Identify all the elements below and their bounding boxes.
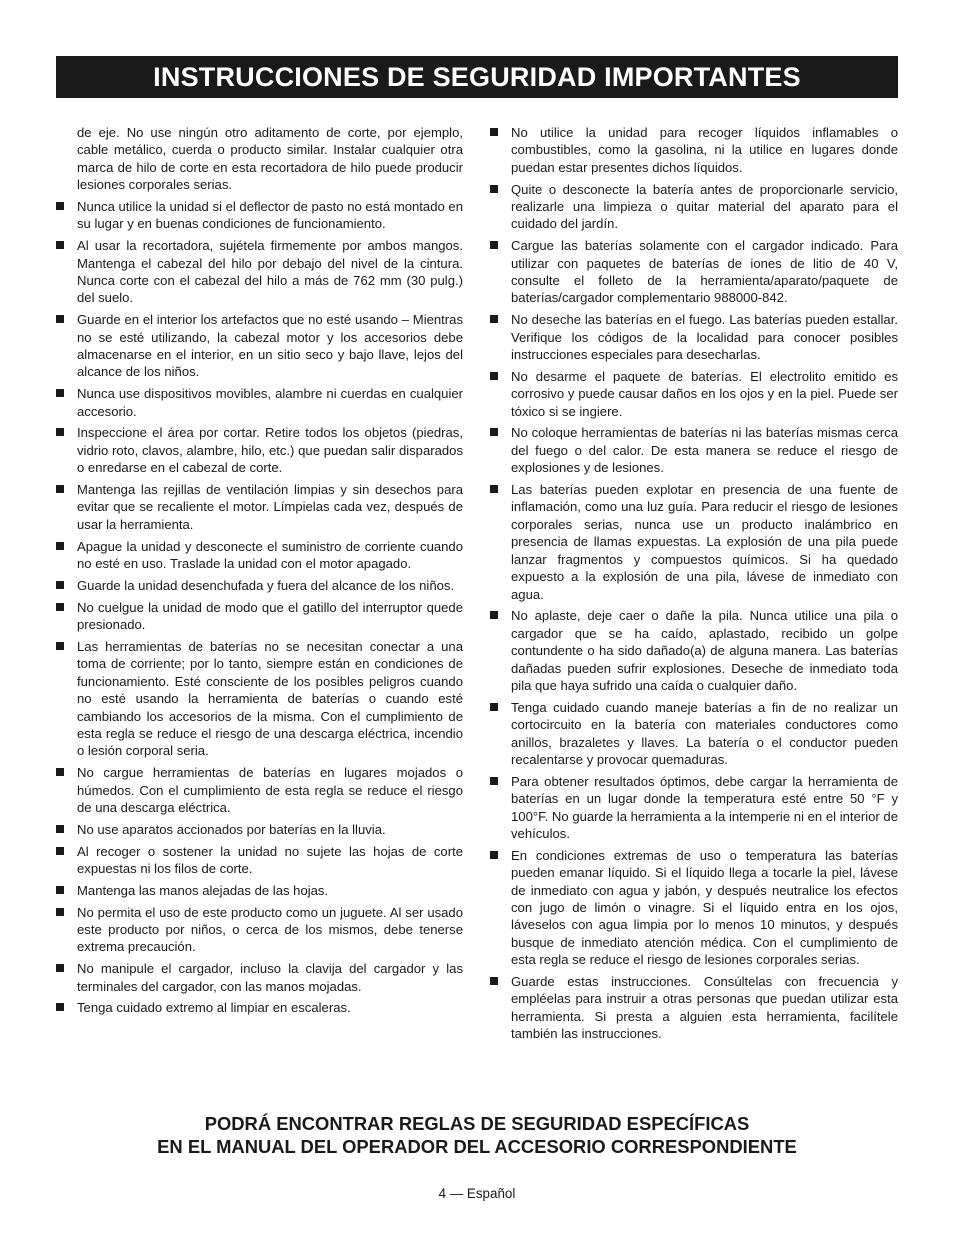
list-item-text: En condiciones extremas de uso o temperatura las baterías pueden emanar líquido. Si el líquido llega a tocarle la piel, lávese de inmediato con agua y jabón, y después neutralice los efectos con jugo de limón o vinagre. Si el líquido entra en los ojos, láveselos con agua limpia por lo menos 10 minutos, y después busque de inmediato atención médica. Con el cumplimiento de esta regla se reduce el riesgo de lesiones corporales serias. bbox=[511, 847, 898, 968]
footer-heading bbox=[0, 1113, 954, 1158]
list-item bbox=[56, 599, 463, 634]
list-item-text: No cargue herramientas de baterías en lugares mojados o húmedos. Con el cumplimiento de esta regla se reduce el riesgo de una descarga eléctrica. bbox=[77, 765, 463, 815]
list-item-text: Al recoger o sostener la unidad no sujete las hojas de corte expuestas ni los filos de corte. bbox=[77, 843, 463, 876]
square-bullet-icon bbox=[490, 372, 498, 380]
square-bullet-icon bbox=[56, 768, 64, 776]
square-bullet-icon bbox=[56, 603, 64, 611]
square-bullet-icon bbox=[490, 485, 498, 493]
left-column bbox=[56, 124, 463, 1021]
list-item-text: Para obtener resultados óptimos, debe cargar la herramienta de baterías en un lugar donde la temperatura esté entre 50 °F y 100°F. No guarde la herramienta a la intemperie ni en el interior de vehículos. bbox=[511, 773, 898, 841]
footer-heading-line-2: EN EL MANUAL DEL OPERADOR DEL ACCESORIO CORRESPONDIENTE bbox=[157, 1135, 797, 1157]
list-item-text: Las baterías pueden explotar en presencia de una fuente de inflamación, como una luz guía. Para reducir el riesgo de lesiones corporales serias, nunca use un producto inalámbrico en presencia de llamas expuestas. La explosión de una pila puede lanzar fragmentos y compuestos químicos. Si ha quedado expuesto a la explosión de una pila, lávese de inmediato con agua. bbox=[511, 482, 898, 602]
square-bullet-icon bbox=[56, 1003, 64, 1011]
list-item-text: No cuelgue la unidad de modo que el gatillo del interruptor quede presionado. bbox=[77, 599, 463, 633]
list-item bbox=[56, 538, 463, 573]
square-bullet-icon bbox=[56, 241, 64, 249]
list-item bbox=[490, 181, 898, 233]
list-item-text: Las herramientas de baterías no se necesitan conectar a una toma de corriente; por lo tanto, siempre están en condiciones de funcionamiento. Esté consciente de los posibles peligros cuando no esté usando la herramienta de baterías o cuando esté cambiando los accesorios de la misma. Con el cumplimiento de esta regla se reduce el riesgo de una descarga eléctrica, incendio o lesión corporal seria. bbox=[77, 638, 463, 759]
square-bullet-icon bbox=[490, 128, 498, 136]
list-item-text: Quite o desconecte la batería antes de proporcionarle servicio, realizarle una limpieza o quitar material del aparato para el cuidado del jardín. bbox=[511, 181, 898, 232]
list-item bbox=[56, 577, 463, 594]
list-item bbox=[56, 237, 463, 307]
list-item-text: No aplaste, deje caer o dañe la pila. Nunca utilice una pila o cargador que se ha caído, aplastado, recibido un golpe contundente o ha sido dañado(a) de alguna manera. Las baterías dañadas pueden sufrir explosiones. Deseche de inmediato toda pila que haya sufrido una caída o cualquier daño. bbox=[511, 608, 898, 693]
list-item-text: Cargue las baterías solamente con el cargador indicado. Para utilizar con paquetes de baterías de iones de litio de 40 V, consulte el folleto de la herramienta/aparato/paquete de baterías/cargador complementario 988000-842. bbox=[511, 238, 898, 306]
square-bullet-icon bbox=[56, 202, 64, 210]
list-item bbox=[56, 843, 463, 878]
list-item bbox=[56, 882, 463, 899]
list-item bbox=[490, 124, 898, 176]
list-item-text: No desarme el paquete de baterías. El electrolito emitido es corrosivo y puede causar daños en los ojos y en la piel. Puede ser tóxico si se ingiere. bbox=[511, 368, 898, 419]
list-item bbox=[490, 424, 898, 476]
square-bullet-icon bbox=[56, 825, 64, 833]
square-bullet-icon bbox=[490, 185, 498, 193]
list-item bbox=[56, 385, 463, 420]
list-item bbox=[56, 999, 463, 1016]
page-number: 4 — Español bbox=[438, 1186, 516, 1201]
square-bullet-icon bbox=[490, 777, 498, 785]
list-item bbox=[56, 481, 463, 533]
list-item-text: No permita el uso de este producto como un juguete. Al ser usado este producto por niños, o cerca de los mismos, debe tenerse extrema precaución. bbox=[77, 904, 463, 955]
square-bullet-icon bbox=[490, 241, 498, 249]
page-title: INSTRUCCIONES DE SEGURIDAD IMPORTANTES bbox=[153, 61, 801, 92]
list-item-text: Tenga cuidado extremo al limpiar en escaleras. bbox=[77, 1000, 351, 1016]
square-bullet-icon bbox=[490, 977, 498, 985]
square-bullet-icon bbox=[56, 581, 64, 589]
right-bullet-list bbox=[490, 124, 898, 1043]
list-item bbox=[56, 960, 463, 995]
title-bar bbox=[56, 56, 898, 98]
list-item bbox=[490, 973, 898, 1043]
list-item-text: Mantenga las manos alejadas de las hojas. bbox=[77, 882, 329, 898]
list-item bbox=[490, 237, 898, 307]
square-bullet-icon bbox=[56, 886, 64, 894]
list-item bbox=[490, 311, 898, 363]
left-bullet-list bbox=[56, 198, 463, 1017]
list-item-text: No use aparatos accionados por baterías en la lluvia. bbox=[77, 821, 386, 837]
square-bullet-icon bbox=[56, 389, 64, 397]
list-item-text: Apague la unidad y desconecte el suministro de corriente cuando no esté en uso. Traslade la unidad con el motor apagado. bbox=[77, 538, 463, 572]
list-item-text: Al usar la recortadora, sujétela firmemente por ambos mangos. Mantenga el cabezal del hilo por debajo del nivel de la cintura. Nunca corte con el cabezal del hilo a más de 762 mm (30 pulg.) del suelo. bbox=[77, 238, 463, 306]
square-bullet-icon bbox=[490, 703, 498, 711]
continuation-paragraph: de eje. No use ningún otro aditamento de corte, por ejemplo, cable metálico, cuerda o producto similar. Instalar cualquier otra marca de hilo de corte en esta recortadora de hilo puede producir lesiones corporales serias. bbox=[77, 125, 463, 193]
square-bullet-icon bbox=[490, 851, 498, 859]
list-item bbox=[490, 699, 898, 769]
list-item-text: Guarde la unidad desenchufada y fuera del alcance de los niños. bbox=[77, 577, 455, 593]
list-item bbox=[56, 764, 463, 816]
square-bullet-icon bbox=[56, 964, 64, 972]
list-item-text: Tenga cuidado cuando maneje baterías a fin de no realizar un cortocircuito en la batería con materiales conductores como anillos, brazaletes y llaves. La batería o el conductor pueden recalentarse y provocar quemaduras. bbox=[511, 699, 898, 767]
list-item bbox=[490, 773, 898, 843]
list-item-text: Inspeccione el área por cortar. Retire todos los objetos (piedras, vidrio roto, clavos, alambre, hilo, etc.) que puedan salir disparados o enredarse en el cabezal de corte. bbox=[77, 425, 463, 476]
list-item bbox=[490, 847, 898, 969]
list-item bbox=[56, 311, 463, 381]
footer-heading-line-1: PODRÁ ENCONTRAR REGLAS DE SEGURIDAD ESPECÍFICAS bbox=[204, 1113, 750, 1134]
list-item bbox=[490, 607, 898, 694]
list-item-text: No coloque herramientas de baterías ni las baterías mismas cerca del fuego o del calor. De esta manera se reduce el riesgo de explosiones y de lesiones. bbox=[511, 425, 898, 476]
list-item-text: No deseche las baterías en el fuego. Las baterías pueden estallar. Verifique los códigos de la localidad para conocer posibles instrucciones especiales para desecharlas. bbox=[511, 312, 898, 363]
square-bullet-icon bbox=[56, 642, 64, 650]
square-bullet-icon bbox=[490, 428, 498, 436]
list-item bbox=[56, 198, 463, 233]
square-bullet-icon bbox=[56, 847, 64, 855]
right-column bbox=[490, 124, 898, 1047]
square-bullet-icon bbox=[490, 611, 498, 619]
square-bullet-icon bbox=[56, 315, 64, 323]
list-item bbox=[56, 638, 463, 760]
list-item-text: No manipule el cargador, incluso la clavija del cargador y las terminales del cargador, con las manos mojadas. bbox=[77, 961, 463, 994]
list-item-text: Guarde en el interior los artefactos que no esté usando – Mientras no se esté utilizando, la cabezal motor y los accesorios debe almacenarse en el interior, en un sitio seco y bajo llave, lejos del alcance de los niños. bbox=[77, 312, 463, 380]
list-item-text: Mantenga las rejillas de ventilación limpias y sin desechos para evitar que se recaliente el motor. Límpielas cada vez, después de usar la herramienta. bbox=[77, 482, 463, 532]
list-item-text: Nunca utilice la unidad si el deflector de pasto no está montado en su lugar y en buenas condiciones de funcionamiento. bbox=[77, 199, 463, 232]
list-item bbox=[56, 424, 463, 476]
square-bullet-icon bbox=[56, 485, 64, 493]
list-item-text: Guarde estas instrucciones. Consúltelas con frecuencia y empléelas para instruir a otras personas que puedan utilizar esta herramienta. Si presta a alguien esta herramienta, facilítele también las instrucciones. bbox=[511, 973, 898, 1042]
square-bullet-icon bbox=[490, 315, 498, 323]
list-item-text: No utilice la unidad para recoger líquidos inflamables o combustibles, como la gasolina, ni la utilice en lugares donde puedan estar presentes dichos líquidos. bbox=[511, 125, 898, 175]
list-item bbox=[56, 821, 463, 838]
square-bullet-icon bbox=[56, 908, 64, 916]
list-item-text: Nunca use dispositivos movibles, alambre ni cuerdas en cualquier accesorio. bbox=[77, 386, 463, 419]
list-item bbox=[56, 904, 463, 956]
square-bullet-icon bbox=[56, 542, 64, 550]
list-item bbox=[490, 368, 898, 420]
square-bullet-icon bbox=[56, 428, 64, 436]
list-item bbox=[490, 481, 898, 603]
